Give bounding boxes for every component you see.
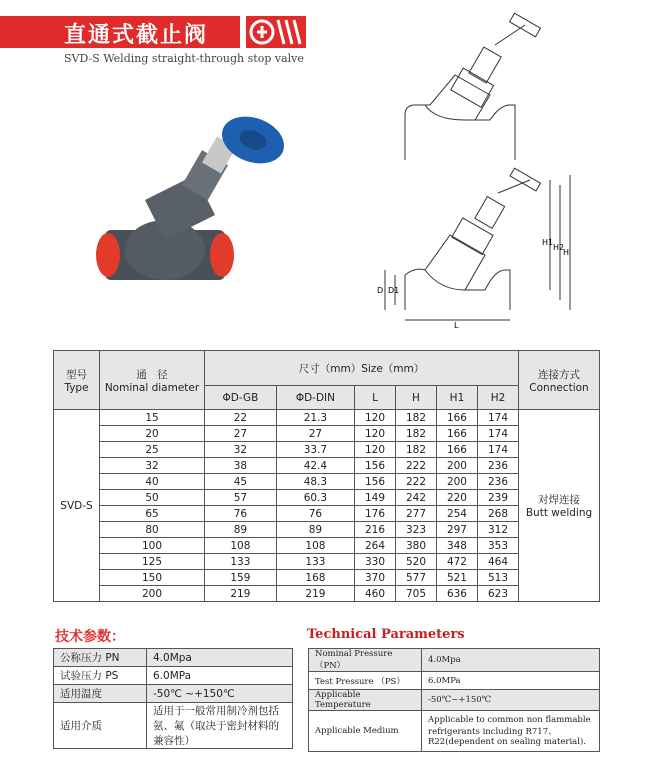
- cell-h2: 174: [477, 442, 518, 458]
- cell-h2: 312: [477, 522, 518, 538]
- cell-h1: 348: [436, 538, 477, 554]
- cell-l: 156: [355, 458, 396, 474]
- param-value: 4.0Mpa: [147, 649, 293, 667]
- dim-d1-label: D1: [388, 286, 400, 295]
- cell-dn: 65: [100, 506, 205, 522]
- subheader-d-gb: ΦD-GB: [205, 386, 277, 410]
- header-dn-cn: 通 径: [136, 368, 168, 381]
- cell-d-din: 133: [276, 554, 354, 570]
- brand-logo: [246, 16, 306, 48]
- cell-d-gb: 57: [205, 490, 277, 506]
- cell-h1: 220: [436, 490, 477, 506]
- cell-dn: 20: [100, 426, 205, 442]
- param-value: -50℃ ~+150℃: [147, 685, 293, 703]
- table-row: [54, 410, 600, 426]
- cell-d-gb: 22: [205, 410, 277, 426]
- cell-d-gb: 27: [205, 426, 277, 442]
- cell-h2: 268: [477, 506, 518, 522]
- valve-line-drawing-top: [395, 20, 545, 164]
- cell-d-gb: 38: [205, 458, 277, 474]
- dim-h-label: H: [563, 248, 570, 257]
- param-label: 适用介质: [54, 703, 147, 749]
- cell-h: 577: [396, 570, 437, 586]
- cell-h: 182: [396, 426, 437, 442]
- connection-cn: 对焊连接: [538, 494, 580, 506]
- cell-l: 120: [355, 442, 396, 458]
- cell-h1: 200: [436, 474, 477, 490]
- page-subtitle: SVD-S Welding straight-through stop valve: [64, 52, 304, 65]
- cell-h2: 464: [477, 554, 518, 570]
- cell-d-din: 60.3: [276, 490, 354, 506]
- param-label: 适用温度: [54, 685, 147, 703]
- param-value: 6.0MPa: [147, 667, 293, 685]
- cell-l: 176: [355, 506, 396, 522]
- cell-h1: 166: [436, 410, 477, 426]
- cell-l: 120: [355, 426, 396, 442]
- header-conn-en: Connection: [529, 381, 589, 394]
- subheader-l: L: [355, 386, 396, 410]
- cell-h1: 166: [436, 442, 477, 458]
- cell-d-din: 76: [276, 506, 354, 522]
- cell-h: 222: [396, 474, 437, 490]
- cell-h: 182: [396, 410, 437, 426]
- cell-dn: 50: [100, 490, 205, 506]
- cell-h: 277: [396, 506, 437, 522]
- param-label: Nominal Pressure（PN）: [309, 649, 422, 672]
- header-dn-en: Nominal diameter: [104, 381, 200, 394]
- table-row: [54, 490, 600, 506]
- subheader-h: H: [396, 386, 437, 410]
- table-row: [54, 554, 600, 570]
- cell-dn: 80: [100, 522, 205, 538]
- cell-h1: 297: [436, 522, 477, 538]
- cell-d-gb: 32: [205, 442, 277, 458]
- dim-h1-label: H1: [542, 238, 554, 247]
- param-label: Applicable Temperature: [309, 690, 422, 711]
- param-value: Applicable to common non flammable refrigerants including R717、R22(dependent on sealing material).: [422, 711, 600, 752]
- cell-h: 323: [396, 522, 437, 538]
- table-row: [54, 458, 600, 474]
- cell-dn: 15: [100, 410, 205, 426]
- header-size: 尺寸（mm）Size（mm）: [205, 351, 519, 386]
- page-title: 直通式截止阀: [64, 23, 209, 48]
- cell-d-din: 219: [276, 586, 354, 602]
- cell-h: 380: [396, 538, 437, 554]
- param-value: 6.0MPa: [422, 672, 600, 690]
- subheader-h1: H1: [436, 386, 477, 410]
- cell-h1: 472: [436, 554, 477, 570]
- tech-params-title-en: Technical Parameters: [307, 627, 465, 642]
- cell-d-din: 21.3: [276, 410, 354, 426]
- subheader-d-din: ΦD-DIN: [276, 386, 354, 410]
- cell-l: 216: [355, 522, 396, 538]
- table-row: [54, 570, 600, 586]
- cell-h: 242: [396, 490, 437, 506]
- type-cell: SVD-S: [54, 410, 100, 602]
- dim-l-label: L: [454, 321, 459, 330]
- cell-h: 222: [396, 458, 437, 474]
- param-label: 公称压力 PN: [54, 649, 147, 667]
- cell-dn: 32: [100, 458, 205, 474]
- table-row: [54, 538, 600, 554]
- cell-l: 156: [355, 474, 396, 490]
- cell-l: 149: [355, 490, 396, 506]
- cell-l: 460: [355, 586, 396, 602]
- cell-d-gb: 89: [205, 522, 277, 538]
- cell-d-gb: 108: [205, 538, 277, 554]
- cell-d-din: 27: [276, 426, 354, 442]
- cell-d-din: 42.4: [276, 458, 354, 474]
- cell-l: 370: [355, 570, 396, 586]
- cell-l: 330: [355, 554, 396, 570]
- header-conn-cn: 连接方式: [538, 368, 580, 381]
- cell-d-din: 33.7: [276, 442, 354, 458]
- subheader-h2: H2: [477, 386, 518, 410]
- header-connection: [519, 351, 600, 410]
- tech-params-table-en: [308, 648, 600, 752]
- cell-h1: 636: [436, 586, 477, 602]
- cell-dn: 200: [100, 586, 205, 602]
- connection-en: Butt welding: [525, 507, 593, 519]
- dim-d-label: D: [377, 286, 384, 295]
- table-row: [54, 442, 600, 458]
- cell-h: 705: [396, 586, 437, 602]
- cell-h: 182: [396, 442, 437, 458]
- tech-params-title-cn: 技术参数：: [55, 629, 125, 645]
- cell-l: 120: [355, 410, 396, 426]
- spec-table: [53, 350, 600, 602]
- cell-dn: 25: [100, 442, 205, 458]
- cell-h2: 174: [477, 410, 518, 426]
- valve-dimension-drawing: [370, 175, 580, 329]
- cell-h1: 254: [436, 506, 477, 522]
- cell-h2: 353: [477, 538, 518, 554]
- header-type: [54, 351, 100, 410]
- cell-d-gb: 76: [205, 506, 277, 522]
- param-value: 适用于一般常用制冷剂包括氨、氟（取决于密封材料的兼容性）: [147, 703, 293, 749]
- cell-d-gb: 219: [205, 586, 277, 602]
- param-value: 4.0Mpa: [422, 649, 600, 672]
- valve-photo: [90, 100, 290, 304]
- cell-h2: 239: [477, 490, 518, 506]
- cell-dn: 150: [100, 570, 205, 586]
- cell-h2: 623: [477, 586, 518, 602]
- cell-d-din: 48.3: [276, 474, 354, 490]
- cell-d-din: 89: [276, 522, 354, 538]
- cell-h2: 236: [477, 474, 518, 490]
- cell-h1: 521: [436, 570, 477, 586]
- cell-h1: 166: [436, 426, 477, 442]
- header-type-en: Type: [64, 381, 89, 394]
- cell-h2: 236: [477, 458, 518, 474]
- table-row: [54, 522, 600, 538]
- param-label: Test Pressure （PS）: [309, 672, 422, 690]
- cell-h2: 513: [477, 570, 518, 586]
- cell-h2: 174: [477, 426, 518, 442]
- param-value: -50℃~+150℃: [422, 690, 600, 711]
- table-row: [54, 426, 600, 442]
- cell-l: 264: [355, 538, 396, 554]
- cell-d-din: 108: [276, 538, 354, 554]
- cell-h: 520: [396, 554, 437, 570]
- cell-dn: 40: [100, 474, 205, 490]
- cell-d-gb: 45: [205, 474, 277, 490]
- cell-dn: 125: [100, 554, 205, 570]
- param-label: 试验压力 PS: [54, 667, 147, 685]
- dim-h2-label: H2: [553, 243, 565, 252]
- tech-params-table-cn: [53, 648, 293, 749]
- table-row: [54, 506, 600, 522]
- cell-d-gb: 159: [205, 570, 277, 586]
- header-dn: [100, 351, 205, 410]
- cell-h1: 200: [436, 458, 477, 474]
- connection-cell: [519, 410, 600, 602]
- header-type-cn: 型号: [66, 368, 87, 381]
- cell-dn: 100: [100, 538, 205, 554]
- table-row: [54, 586, 600, 602]
- cell-d-din: 168: [276, 570, 354, 586]
- param-label: Applicable Medium: [309, 711, 422, 752]
- table-row: [54, 474, 600, 490]
- cell-d-gb: 133: [205, 554, 277, 570]
